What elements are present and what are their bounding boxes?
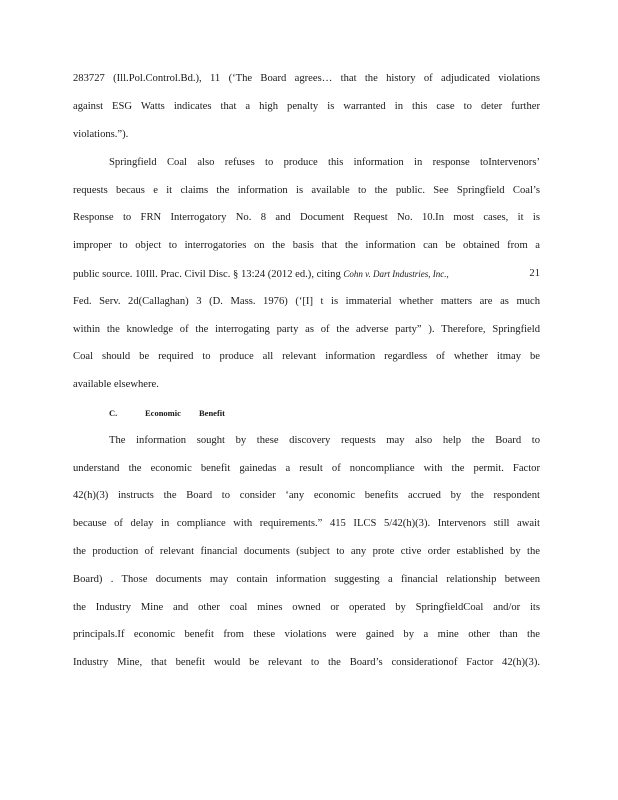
text-line: Coal should be required to produce all relevant information regardless of whether itmay be: [73, 351, 540, 362]
text-segment: 21: [529, 268, 540, 279]
text-line-with-citation: [73, 267, 540, 282]
text-line: the production of relevant financial documents (subject to any prote ctive order established by the: [73, 546, 540, 557]
text-line: Springfield Coal also refuses to produce this information in response toIntervenors’: [109, 157, 540, 168]
text-line: Board) . Those documents may contain information suggesting a financial relationship between: [73, 574, 540, 585]
text-line: because of delay in compliance with requirements.” 415 ILCS 5/42(h)(3). Intervenors still await: [73, 518, 540, 529]
text-line: against ESG Watts indicates that a high penalty is warranted in this case to deter further: [73, 101, 540, 112]
text-line: the Industry Mine and other coal mines owned or operated by SpringfieldCoal and/or its: [73, 602, 540, 613]
case-citation: Cohn v. Dart Industries, Inc.,: [343, 269, 449, 279]
text-line: violations.”).: [73, 129, 129, 140]
text-line: The information sought by these discovery requests may also help the Board to: [109, 435, 540, 446]
text-line: improper to object to interrogatories on the basis that the information can be obtained from a: [73, 240, 540, 251]
text-line: Industry Mine, that benefit would be relevant to the Board’s considerationof Factor 42(h)(3).: [73, 657, 540, 668]
text-line: principals.If economic benefit from these violations were gained by a mine other than the: [73, 629, 540, 640]
section-word: Economic: [145, 408, 181, 418]
text-line: Response to FRN Interrogatory No. 8 and Document Request No. 10.In most cases, it is: [73, 212, 540, 223]
text-line: available elsewhere.: [73, 379, 159, 390]
text-segment: public source. 10Ill. Prac. Civil Disc. § 13:24 (2012 ed.), citing: [73, 269, 344, 280]
text-line: 283727 (Ill.Pol.Control.Bd.), 11 (‘The Board agrees… that the history of adjudicated violations: [73, 73, 540, 84]
text-line: 42(h)(3) instructs the Board to consider ‘any economic benefits accrued by the respondent: [73, 490, 540, 501]
text-line: requests becaus e it claims the information is available to the public. See Springfield Coal’s: [73, 185, 540, 196]
text-line: Fed. Serv. 2d(Callaghan) 3 (D. Mass. 1976) (‘[I] t is immaterial whether matters are as much: [73, 296, 540, 307]
text-line: within the knowledge of the interrogating party as of the adverse party” ). Therefore, Springfield: [73, 324, 540, 335]
section-word: Benefit: [199, 408, 225, 418]
section-letter: C.: [109, 408, 118, 418]
section-heading: [109, 406, 225, 420]
text-line: understand the economic benefit gainedas a result of noncompliance with the permit. Factor: [73, 463, 540, 474]
